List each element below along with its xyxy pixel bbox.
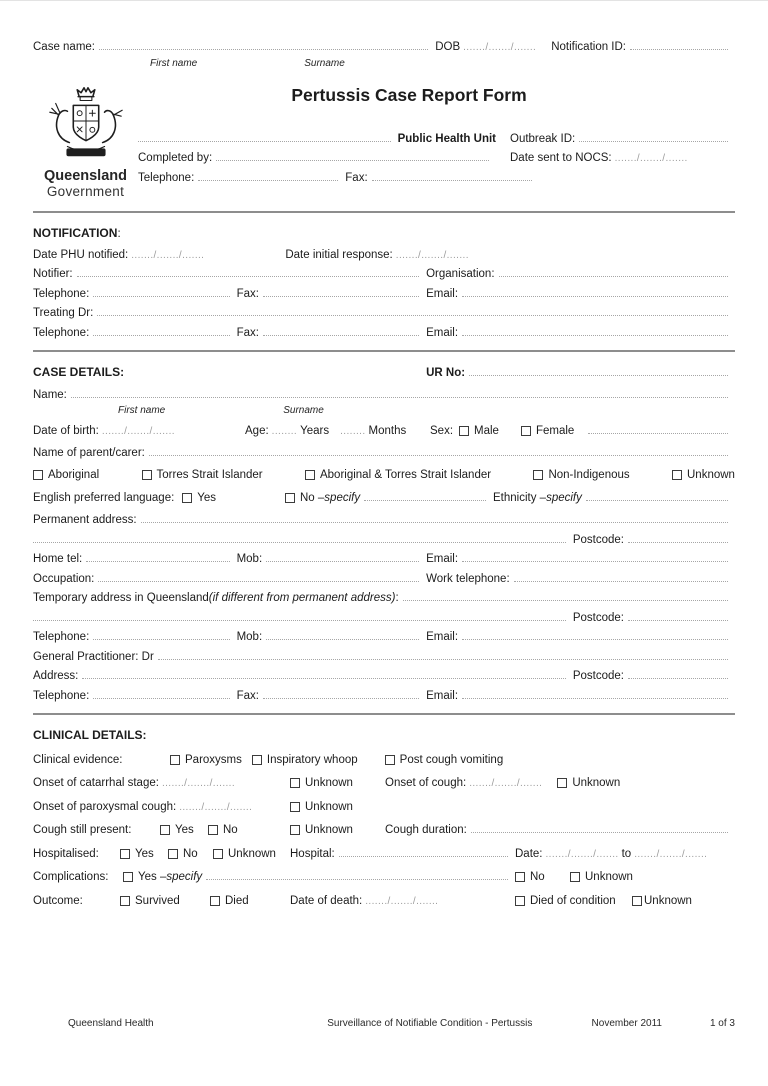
home-tel-label: Home tel: (33, 553, 83, 565)
sex-extra-input[interactable] (588, 433, 728, 434)
notification-heading-row (33, 226, 735, 240)
organisation-label: Organisation: (426, 268, 495, 280)
work-telephone-label: Work telephone: (426, 572, 510, 585)
ur-no-label: UR No: (426, 366, 466, 379)
section-divider (33, 713, 735, 715)
date-phu-notified-label: Date PHU notified: (33, 248, 129, 261)
completed-by-input[interactable] (216, 160, 489, 161)
work-telephone-input[interactable] (514, 581, 728, 582)
notifier-email-input[interactable] (462, 296, 728, 297)
footer-page-number: 1 of 3 (709, 1018, 735, 1029)
female-label: Female (535, 425, 575, 437)
hospitalised-unknown-option[interactable] (213, 848, 290, 860)
outcome-unknown-checkbox[interactable] (632, 896, 642, 906)
header-right-block (138, 81, 735, 200)
onset-paroxysmal-label: Onset of paroxysmal cough: (33, 800, 177, 813)
logo-government-text: Government (46, 183, 125, 199)
queensland-government-logo (33, 81, 138, 200)
postcode-label: Postcode: (572, 533, 624, 546)
date-initial-response-input[interactable]: ......./......./....... (395, 249, 469, 261)
fax-input[interactable] (372, 180, 532, 181)
telephone-label: Telephone: (33, 326, 90, 339)
gp-address-input[interactable] (82, 678, 565, 679)
ethnicity-specify-input[interactable] (586, 500, 728, 501)
dob-input[interactable]: ......./......./....... (463, 42, 537, 53)
occupation-label: Occupation: (33, 572, 95, 585)
english-language-row (33, 492, 735, 504)
paroxysms-checkbox[interactable] (170, 755, 180, 765)
organisation-input[interactable] (499, 276, 728, 277)
paroxysmal-unknown-option[interactable] (290, 801, 353, 813)
dr-fax-input[interactable] (263, 335, 419, 336)
hospitalised-no-checkbox[interactable] (168, 849, 178, 859)
date-of-birth-input[interactable]: ......./......./....... (101, 426, 175, 437)
cough-present-no-checkbox[interactable] (208, 825, 218, 835)
cough-present-unknown-checkbox[interactable] (290, 825, 300, 835)
english-yes-label: Yes (197, 492, 217, 504)
telephone-label: Telephone: (33, 287, 90, 300)
temporary-address-line2-input[interactable] (33, 620, 566, 621)
parent-carer-label: Name of parent/carer: (33, 447, 145, 459)
public-health-unit-label: Public Health Unit (397, 132, 496, 145)
inspiratory-whoop-checkbox[interactable] (252, 755, 262, 765)
telephone-input[interactable] (198, 180, 338, 181)
notifier-contact-row (33, 288, 735, 300)
date-sent-nocs-label: Date sent to NOCS: (510, 152, 612, 164)
treating-dr-row (33, 307, 735, 319)
months-label: Months (368, 425, 407, 437)
age-label: Age: (245, 425, 269, 437)
form-header (33, 81, 735, 200)
age-months-input[interactable]: ........ (340, 426, 366, 437)
surname-hint: Surname (283, 405, 324, 416)
heading-colon: : (117, 227, 121, 240)
dr-email-input[interactable] (462, 335, 728, 336)
mob-label: Mob: (236, 631, 263, 643)
surname-hint: Surname (304, 57, 345, 69)
english-preferred-label: English preferred language: (33, 492, 175, 504)
aboriginal-and-tsi-option[interactable] (305, 469, 491, 481)
temporary-address-input[interactable] (403, 600, 728, 601)
language-specify-input[interactable] (364, 500, 486, 501)
indigenous-status-row (33, 469, 735, 481)
onset-catarrhal-row (33, 777, 735, 789)
phu-outbreak-row (138, 133, 735, 145)
mob-label: Mob: (236, 553, 263, 565)
paroxysmal-unknown-checkbox[interactable] (290, 802, 300, 812)
first-name-hint: First name (150, 57, 198, 69)
gp-address-row (33, 670, 735, 682)
torres-strait-islander-checkbox[interactable] (142, 470, 152, 480)
sex-male-option[interactable] (459, 425, 499, 437)
hospital-date-from-input[interactable]: ......./......./....... (545, 848, 619, 860)
telephone-label: Telephone: (33, 689, 90, 702)
yes-label: Yes (175, 824, 194, 836)
onset-catarrhal-date-input[interactable]: ......./......./....... (161, 778, 236, 789)
gp-row (33, 651, 735, 663)
phu-name-input[interactable] (138, 141, 391, 142)
unknown-label: Unknown (572, 777, 621, 789)
temporary-address-label: Temporary address in Queensland (33, 592, 209, 604)
email-label: Email: (426, 287, 459, 300)
hospital-input[interactable] (339, 856, 508, 857)
gp-name-input[interactable] (158, 659, 728, 660)
indigenous-unknown-checkbox[interactable] (672, 470, 682, 480)
paroxysms-option[interactable] (170, 754, 242, 766)
onset-of-cough-date-input[interactable]: ......./......./....... (469, 778, 543, 789)
catarrhal-unknown-checkbox[interactable] (290, 778, 300, 788)
treating-dr-input[interactable] (97, 315, 728, 316)
cough-present-no-option[interactable] (208, 824, 290, 836)
specify-label: specify (324, 492, 361, 504)
non-indigenous-checkbox[interactable] (533, 470, 543, 480)
onset-paroxysmal-row (33, 801, 735, 813)
notification-id-label: Notification ID: (551, 41, 626, 53)
hospitalised-yes-checkbox[interactable] (120, 849, 130, 859)
date-of-death-label: Date of death: (290, 894, 363, 907)
paroxysms-label: Paroxysms (185, 753, 242, 766)
clinical-details-heading: CLINICAL DETAILS: (33, 727, 147, 742)
cough-onset-unknown-option[interactable] (557, 777, 620, 789)
hospitalised-no-option[interactable] (168, 848, 213, 860)
occupation-input[interactable] (98, 581, 419, 582)
survived-checkbox[interactable] (120, 896, 130, 906)
notification-id-input[interactable] (630, 49, 728, 50)
header-telephone-row (138, 172, 735, 184)
temporary-contact-row (33, 631, 735, 643)
gp-contact-row (33, 690, 735, 702)
aboriginal-label: Aboriginal (48, 469, 100, 481)
inspiratory-whoop-label: Inspiratory whoop (266, 753, 358, 766)
cough-present-unknown-option[interactable] (290, 824, 385, 836)
unknown-label: Unknown (305, 824, 353, 836)
dob-age-sex-row (33, 425, 735, 437)
email-label: Email: (426, 631, 459, 643)
ethnicity-label: Ethnicity – (493, 492, 547, 504)
temp-email-input[interactable] (462, 639, 728, 640)
male-checkbox[interactable] (459, 426, 469, 436)
completed-by-row (138, 152, 735, 164)
indigenous-unknown-label: Unknown (687, 469, 735, 481)
date-sent-nocs-input[interactable]: ......./......./....... (614, 153, 688, 164)
english-no-label: No – (300, 492, 325, 504)
clinical-evidence-row (33, 754, 735, 766)
email-label: Email: (426, 689, 459, 702)
telephone-label: Telephone: (33, 631, 90, 643)
aboriginal-and-tsi-label: Aboriginal & Torres Strait Islander (319, 469, 492, 481)
permanent-address-input[interactable] (141, 522, 728, 523)
survived-label: Survived (135, 894, 180, 907)
aboriginal-and-tsi-checkbox[interactable] (305, 470, 315, 480)
died-of-condition-checkbox[interactable] (515, 896, 525, 906)
general-practitioner-label: General Practitioner: Dr (33, 650, 154, 663)
complications-no-option[interactable] (515, 871, 570, 883)
complications-no-checkbox[interactable] (515, 872, 525, 882)
onset-paroxysmal-date-input[interactable]: ......./......./....... (179, 801, 253, 813)
cough-duration-input[interactable] (471, 832, 728, 833)
temp-mob-input[interactable] (266, 639, 419, 640)
notifier-telephone-input[interactable] (93, 296, 229, 297)
died-label: Died (225, 894, 249, 907)
telephone-label: Telephone: (138, 171, 195, 184)
name-input[interactable] (71, 397, 728, 398)
died-checkbox[interactable] (210, 896, 220, 906)
case-details-heading-row (33, 365, 735, 379)
notifier-fax-input[interactable] (263, 296, 419, 297)
case-details-heading: CASE DETAILS: (33, 364, 125, 379)
inspiratory-whoop-option[interactable] (252, 754, 358, 766)
complications-yes-label: Yes – (138, 871, 167, 883)
no-label: No (183, 847, 198, 860)
parent-carer-row (33, 447, 735, 459)
female-checkbox[interactable] (521, 426, 531, 436)
dob-label: DOB (435, 41, 461, 53)
ur-no-input[interactable] (469, 375, 728, 376)
treating-dr-label: Treating Dr: (33, 307, 94, 319)
home-mob-input[interactable] (266, 561, 419, 562)
complications-specify-input[interactable] (206, 879, 508, 880)
temporary-address-row (33, 592, 735, 604)
completed-by-label: Completed by: (138, 152, 213, 164)
home-tel-input[interactable] (86, 561, 229, 562)
address-label: Address: (33, 670, 79, 682)
parent-carer-input[interactable] (149, 455, 728, 456)
hospital-date-to-input[interactable]: ......./......./....... (634, 848, 708, 860)
torres-strait-islander-option[interactable] (142, 469, 263, 481)
outcome-survived-option[interactable] (120, 895, 210, 907)
hospitalised-row (33, 848, 735, 860)
page-title: Pertussis Case Report Form (291, 84, 527, 105)
gp-telephone-input[interactable] (93, 698, 229, 699)
postcode-label: Postcode: (572, 611, 624, 624)
complications-unknown-checkbox[interactable] (570, 872, 580, 882)
postcode-label: Postcode: (572, 670, 624, 682)
temporary-postcode-row (33, 612, 735, 624)
notifier-label: Notifier: (33, 268, 73, 280)
case-name-input[interactable] (99, 49, 428, 50)
cough-still-present-row (33, 824, 735, 836)
cough-still-present-label: Cough still present: (33, 824, 132, 836)
notification-heading: NOTIFICATION (33, 225, 118, 240)
date-initial-response-label: Date initial response: (285, 248, 393, 261)
clinical-details-heading-row (33, 728, 735, 742)
first-name-hint: First name (118, 405, 166, 416)
fax-label: Fax: (236, 689, 259, 702)
complications-yes-option[interactable] (123, 871, 202, 883)
english-yes-option[interactable] (182, 492, 216, 504)
hospitalised-yes-option[interactable] (120, 848, 168, 860)
post-cough-vomiting-checkbox[interactable] (385, 755, 395, 765)
hospital-date-label: Date: (515, 847, 543, 860)
died-of-condition-label: Died of condition (530, 894, 616, 907)
indigenous-unknown-option[interactable] (672, 469, 735, 481)
date-of-death-input[interactable]: ......./......./....... (365, 895, 439, 907)
post-cough-vomiting-label: Post cough vomiting (399, 753, 504, 766)
complications-label: Complications: (33, 871, 109, 883)
hospitalised-unknown-checkbox[interactable] (213, 849, 223, 859)
sex-label: Sex: (430, 425, 454, 437)
specify-label: specify (166, 871, 203, 883)
complications-yes-checkbox[interactable] (123, 872, 133, 882)
name-hints (33, 405, 735, 416)
footer-document-title: Surveillance of Notifiable Condition - Pertussis (327, 1018, 533, 1029)
unknown-label: Unknown (585, 871, 633, 883)
case-name-row (33, 41, 735, 53)
home-contact-row (33, 553, 735, 565)
phu-notified-row (33, 249, 735, 261)
years-label: Years (300, 425, 330, 437)
aboriginal-checkbox[interactable] (33, 470, 43, 480)
gp-postcode-input[interactable] (628, 678, 728, 679)
clinical-evidence-label: Clinical evidence: (33, 753, 123, 766)
logo-queensland-text: Queensland (44, 167, 127, 184)
case-name-label: Case name: (33, 41, 96, 53)
cough-present-yes-option[interactable] (160, 824, 208, 836)
permanent-address-line2-input[interactable] (33, 542, 566, 543)
fax-label: Fax: (236, 287, 259, 300)
temporary-address-colon: : (395, 592, 399, 604)
yes-label: Yes (135, 847, 154, 860)
cough-present-yes-checkbox[interactable] (160, 825, 170, 835)
section-divider (33, 350, 735, 352)
outcome-died-option[interactable] (210, 895, 290, 907)
outbreak-id-label: Outbreak ID: (510, 132, 576, 145)
complications-row (33, 871, 735, 883)
footer-org: Queensland Health (68, 1018, 154, 1029)
occupation-row (33, 573, 735, 585)
footer-date: November 2011 (591, 1018, 662, 1029)
home-email-input[interactable] (462, 561, 728, 562)
dr-telephone-input[interactable] (93, 335, 229, 336)
unknown-label: Unknown (644, 894, 692, 907)
english-no-option[interactable] (285, 492, 360, 504)
cough-onset-unknown-checkbox[interactable] (557, 778, 567, 788)
section-divider (33, 211, 735, 213)
no-label: No (530, 871, 545, 883)
outbreak-id-input[interactable] (579, 141, 728, 142)
died-of-condition-option[interactable] (515, 895, 632, 907)
unknown-label: Unknown (305, 777, 353, 789)
email-label: Email: (426, 553, 459, 565)
permanent-postcode-input[interactable] (628, 542, 728, 543)
form-content (0, 1, 768, 907)
outcome-unknown-option[interactable] (632, 895, 692, 907)
no-label: No (223, 824, 238, 836)
permanent-address-row (33, 514, 735, 526)
fax-label: Fax: (236, 326, 259, 339)
to-label: to (621, 847, 632, 860)
complications-unknown-option[interactable] (570, 871, 633, 883)
non-indigenous-label: Non-Indigenous (548, 469, 630, 481)
aboriginal-option[interactable] (33, 469, 99, 481)
onset-catarrhal-label: Onset of catarrhal stage: (33, 777, 159, 789)
hospital-label: Hospital: (290, 847, 335, 860)
name-label: Name: (33, 388, 67, 401)
post-cough-vomiting-option[interactable] (385, 754, 504, 766)
email-label: Email: (426, 326, 459, 339)
english-no-checkbox[interactable] (285, 493, 295, 503)
age-years-input[interactable]: ........ (271, 426, 298, 437)
date-phu-notified-input[interactable]: ......./......./....... (131, 249, 205, 261)
gp-fax-input[interactable] (263, 698, 419, 699)
case-name-hints (33, 58, 735, 69)
hospitalised-label: Hospitalised: (33, 847, 99, 860)
onset-of-cough-label: Onset of cough: (385, 777, 467, 789)
treating-dr-contact-row (33, 327, 735, 339)
permanent-address-label: Permanent address: (33, 514, 137, 526)
torres-strait-islander-label: Torres Strait Islander (156, 469, 263, 481)
temp-telephone-input[interactable] (93, 639, 229, 640)
specify-label: specify (546, 492, 582, 504)
fax-label: Fax: (345, 171, 368, 184)
date-of-birth-label: Date of birth: (33, 425, 99, 437)
outcome-label: Outcome: (33, 894, 83, 907)
queensland-coat-of-arms-icon (42, 83, 130, 163)
outcome-row (33, 895, 735, 907)
cough-duration-label: Cough duration: (385, 824, 467, 836)
unknown-label: Unknown (305, 800, 353, 813)
temporary-address-note: (if different from permanent address) (208, 592, 396, 604)
notifier-input[interactable] (77, 276, 419, 277)
temporary-postcode-input[interactable] (628, 620, 728, 621)
sex-female-option[interactable] (521, 425, 574, 437)
male-label: Male (474, 425, 499, 437)
non-indigenous-option[interactable] (533, 469, 629, 481)
catarrhal-unknown-option[interactable] (290, 777, 353, 789)
english-yes-checkbox[interactable] (182, 493, 192, 503)
unknown-label: Unknown (228, 847, 276, 860)
gp-email-input[interactable] (462, 698, 728, 699)
permanent-postcode-row (33, 534, 735, 546)
name-row (33, 389, 735, 401)
notifier-row (33, 268, 735, 280)
page-footer (33, 1018, 735, 1029)
